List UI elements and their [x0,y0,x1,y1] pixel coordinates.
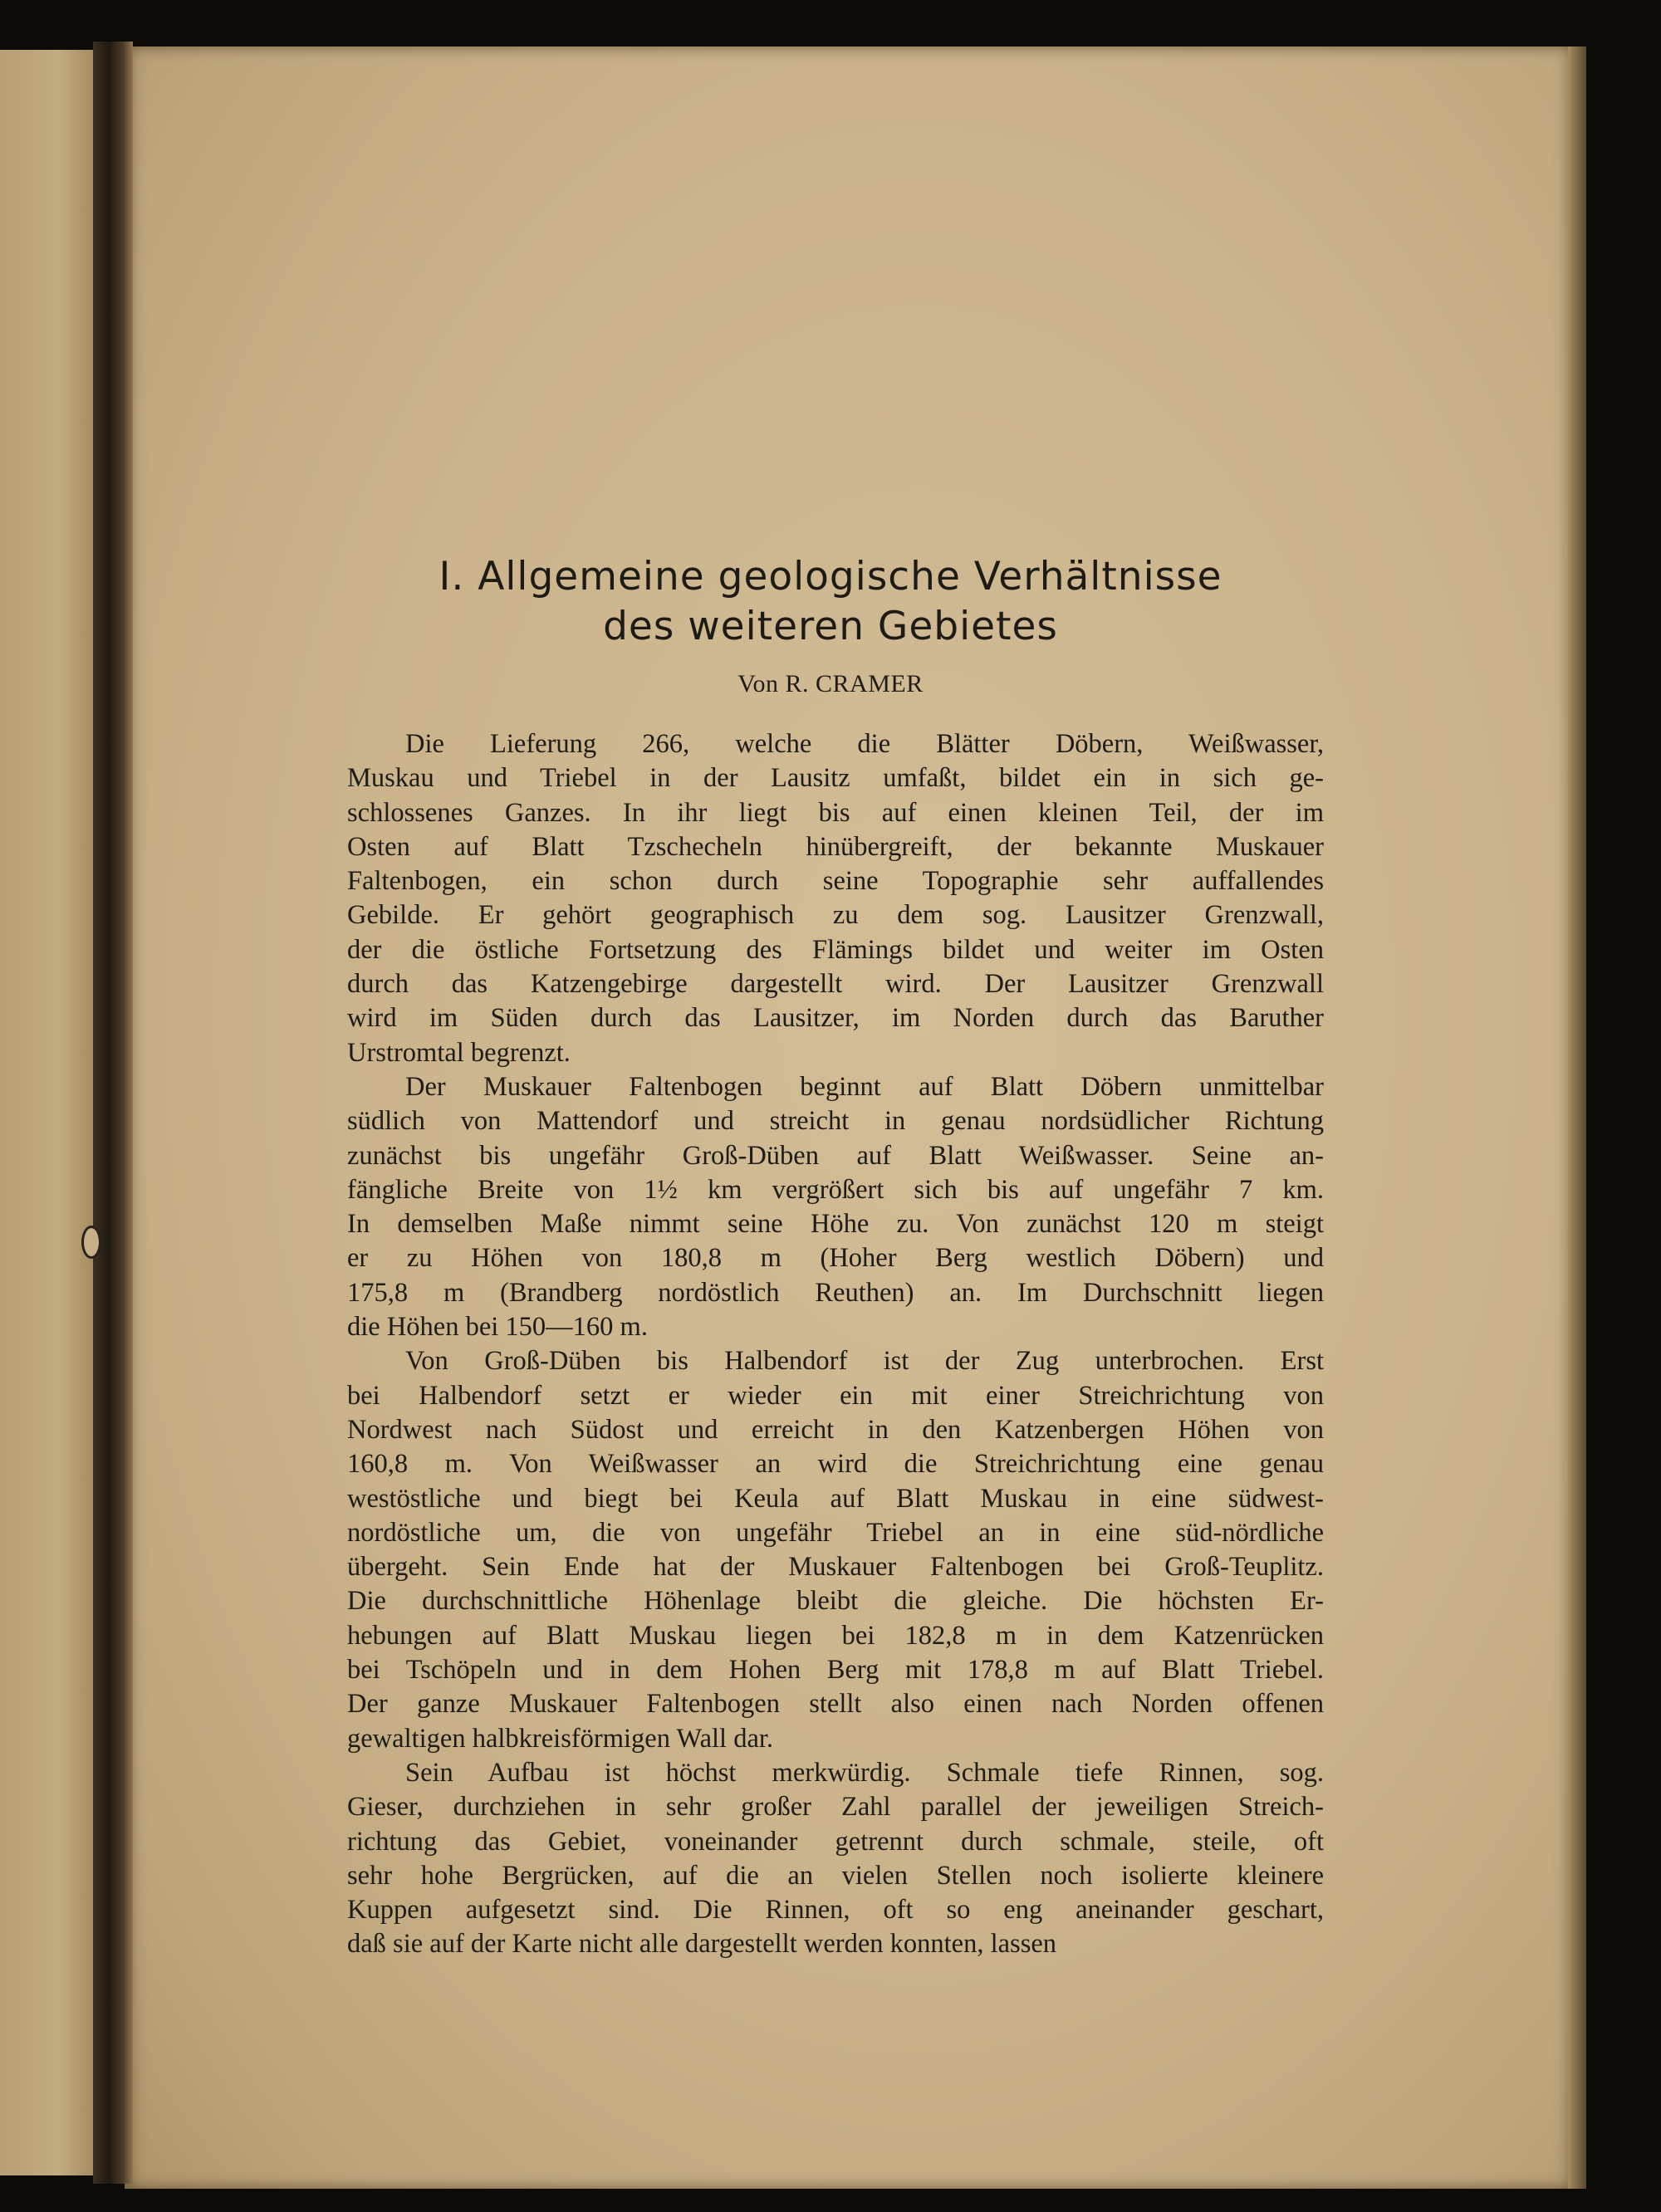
text-line: nordöstliche um, die von ungefähr Triebel an in eine süd-nördliche [347,1517,1324,1548]
text-line: Muskau und Triebel in der Lausitz umfaßt, bildet ein in sich ge- [347,763,1324,794]
text-line: Urstromtal begrenzt. [347,1037,571,1068]
paragraph [347,1070,1324,1344]
text-line: Gebilde. Er gehört geographisch zu dem sog. Lausitzer Grenzwall, [347,900,1324,931]
text-line: die Höhen bei 150—160 m. [347,1312,648,1343]
text-line: Nordwest nach Südost und erreicht in den Katzenbergen Höhen von [347,1414,1324,1445]
text-line: In demselben Maße nimmt seine Höhe zu. Von zunächst 120 m steigt [347,1209,1324,1240]
text-line: Gieser, durchziehen in sehr großer Zahl parallel der jeweiligen Streich- [347,1792,1324,1823]
paragraph [347,727,1324,1070]
text-line: westöstliche und biegt bei Keula auf Blatt Muskau in eine südwest- [347,1483,1324,1514]
text-line: Der ganze Muskauer Faltenbogen stellt also einen nach Norden offenen [347,1689,1324,1720]
text-line: Die Lieferung 266, welche die Blätter Döbern, Weißwasser, [405,729,1324,759]
text-line: bei Halbendorf setzt er wieder ein mit einer Streichrichtung von [347,1380,1324,1411]
text-line: Osten auf Blatt Tzschecheln hinübergreift, der bekannte Muskauer [347,831,1324,862]
text-line: der die östliche Fortsetzung des Flämings bildet und weiter im Osten [347,934,1324,965]
text-line: übergeht. Sein Ende hat der Muskauer Faltenbogen bei Groß-Teuplitz. [347,1552,1324,1583]
text-line: durch das Katzengebirge dargestellt wird. Der Lausitzer Grenzwall [347,969,1324,1000]
page-right-edge [1568,46,1586,2189]
chapter-title [0,555,1661,649]
text-line: schlossenes Ganzes. In ihr liegt bis auf einen kleinen Teil, der im [347,797,1324,828]
text-line: südlich von Mattendorf und streicht in genau nordsüdlicher Richtung [347,1106,1324,1137]
text-line: wird im Süden durch das Lausitzer, im Norden durch das Baruther [347,1003,1324,1034]
text-line: bei Tschöpeln und in dem Hohen Berg mit 178,8 m auf Blatt Triebel. [347,1655,1324,1686]
text-line: 160,8 m. Von Weißwasser an wird die Streichrichtung eine genau [347,1449,1324,1480]
text-line: sehr hohe Bergrücken, auf die an vielen Stellen noch isolierte kleinere [347,1860,1324,1891]
text-line: Von Groß-Düben bis Halbendorf ist der Zug unterbrochen. Erst [405,1346,1324,1377]
paragraph [347,1344,1324,1756]
chapter-title-line-1: I. Allgemeine geologische Verhältnisse [439,554,1222,599]
paragraph [347,1756,1324,1962]
text-line: Der Muskauer Faltenbogen beginnt auf Blatt Döbern unmittelbar [405,1071,1324,1102]
text-line: gewaltigen halbkreisförmigen Wall dar. [347,1723,774,1754]
text-line: zunächst bis ungefähr Groß-Düben auf Blatt Weißwasser. Seine an- [347,1140,1324,1171]
body-text [347,727,1324,1962]
text-line: 175,8 m (Brandberg nordöstlich Reuthen) an. Im Durchschnitt liegen [347,1277,1324,1308]
text-line: Kuppen aufgesetzt sind. Die Rinnen, oft so eng aneinander geschart, [347,1895,1324,1926]
text-line: hebungen auf Blatt Muskau liegen bei 182,8 m in dem Katzenrücken [347,1620,1324,1651]
text-line: Die durchschnittliche Höhenlage bleibt die gleiche. Die höchsten Er- [347,1586,1324,1617]
text-line: richtung das Gebiet, voneinander getrennt durch schmale, steile, oft [347,1826,1324,1857]
text-line: fängliche Breite von 1½ km vergrößert sich bis auf ungefähr 7 km. [347,1174,1324,1205]
binding-hole-mark [81,1226,101,1259]
previous-page-edge [0,50,106,2175]
chapter-title-line-2: des weiteren Gebietes [603,604,1058,649]
book-spine-gutter [93,42,133,2184]
text-line: Faltenbogen, ein schon durch seine Topographie sehr auffallendes [347,866,1324,897]
text-line: er zu Höhen von 180,8 m (Hoher Berg westlich Döbern) und [347,1243,1324,1274]
text-line: daß sie auf der Karte nicht alle dargestellt werden konnten, lassen [347,1929,1057,1960]
author-byline: Von R. CRAMER [737,670,924,697]
text-line: Sein Aufbau ist höchst merkwürdig. Schmale tiefe Rinnen, sog. [405,1757,1324,1788]
